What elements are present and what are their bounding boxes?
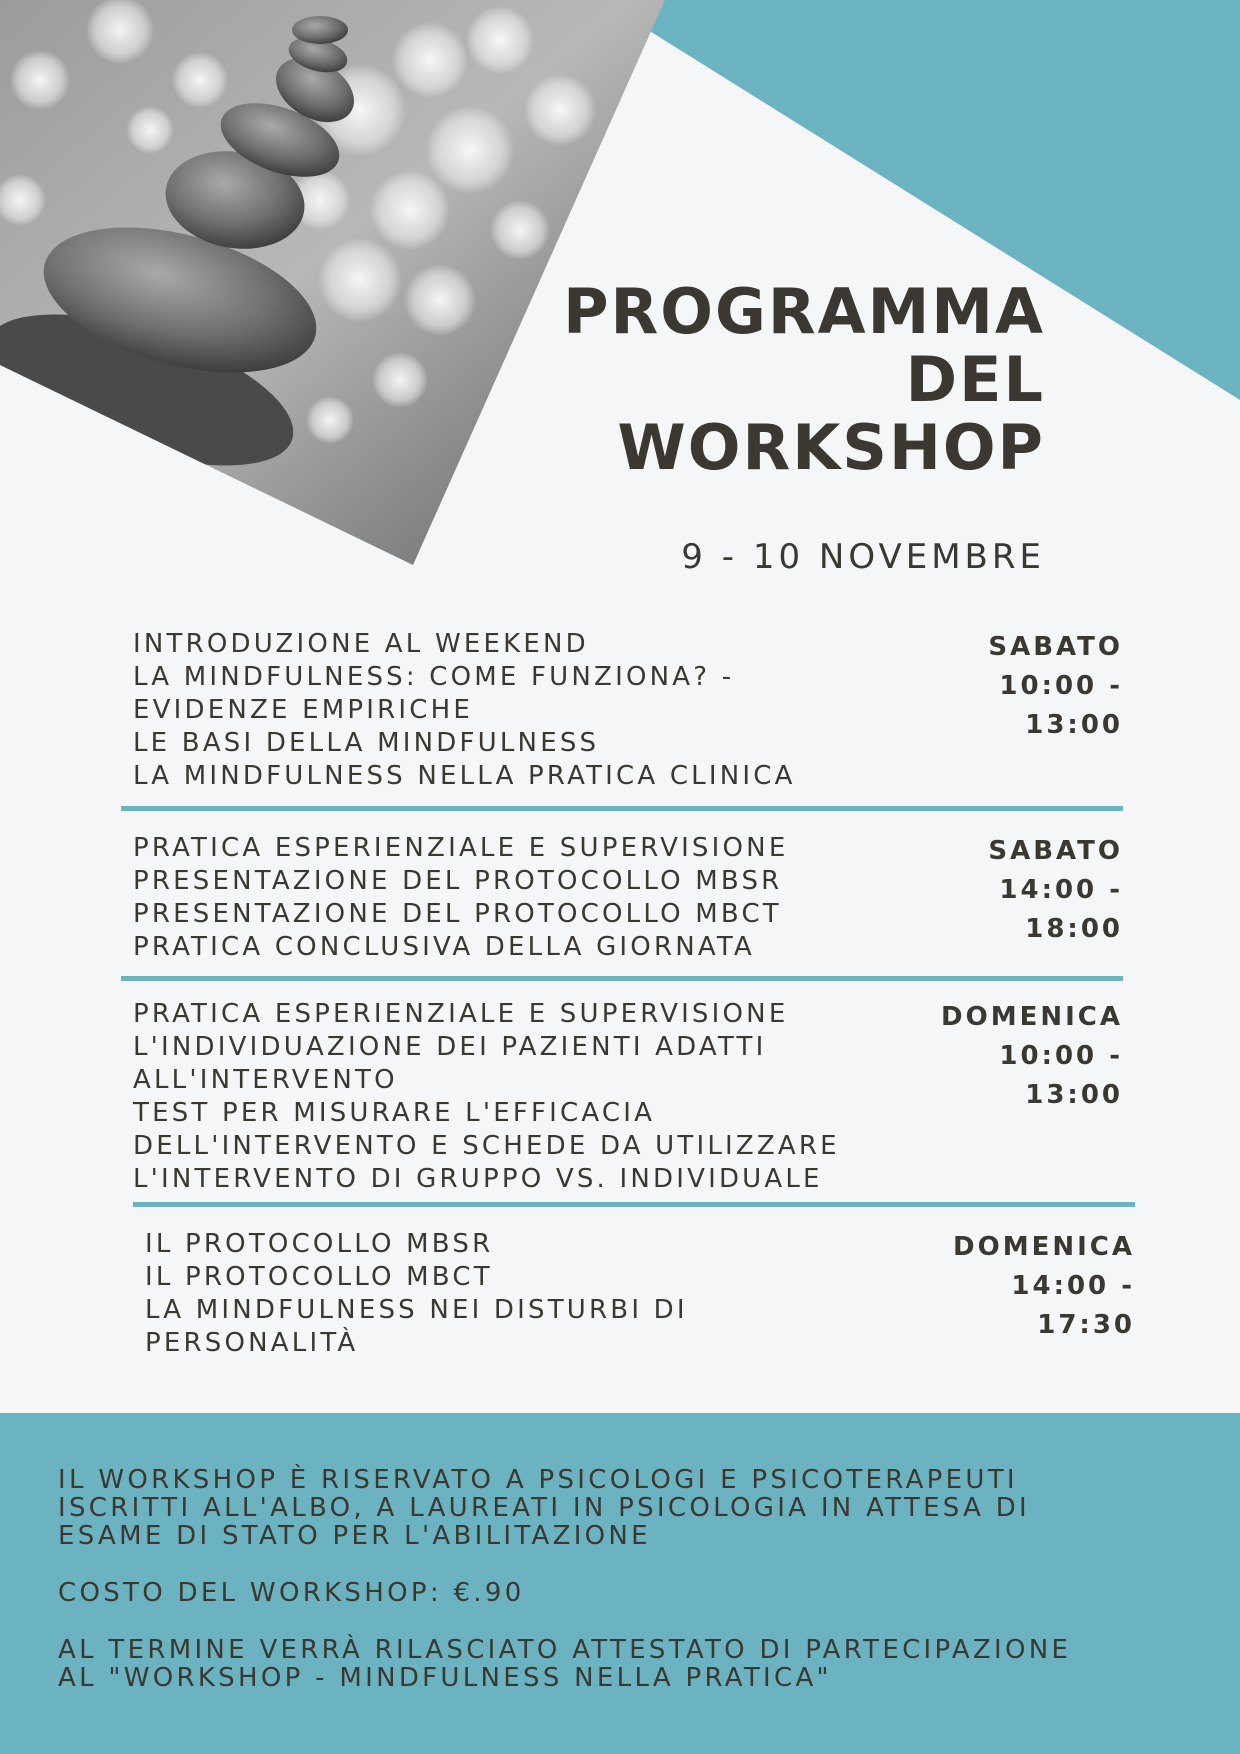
event-dates: 9 - 10 NOVEMBRE xyxy=(681,537,1045,577)
session-topic: TEST PER MISURARE L'EFFICACIA xyxy=(133,1098,656,1128)
session-divider xyxy=(133,1202,1135,1207)
title-line: PROGRAMMA xyxy=(563,275,1045,348)
session-topic: IL PROTOCOLLO MBCT xyxy=(145,1262,493,1292)
session-topic: LA MINDFULNESS: COME FUNZIONA? - xyxy=(133,662,735,692)
footer-line: IL WORKSHOP È RISERVATO A PSICOLOGI E PSICOTERAPEUTI xyxy=(58,1465,1018,1495)
session-topic: LA MINDFULNESS NEI DISTURBI DI xyxy=(145,1295,688,1325)
footer-certificate xyxy=(58,1636,1228,1692)
session-day: DOMENICA xyxy=(941,1002,1123,1032)
session-time-end: 13:00 xyxy=(1025,710,1123,740)
session-time-end: 18:00 xyxy=(1025,914,1123,944)
session-topic: L'INTERVENTO DI GRUPPO VS. INDIVIDUALE xyxy=(133,1164,823,1194)
session-topics xyxy=(133,998,840,1196)
session-day: SABATO xyxy=(988,632,1123,662)
session-schedule xyxy=(988,832,1123,949)
session-day: SABATO xyxy=(988,836,1123,866)
footer-line: AL TERMINE VERRÀ RILASCIATO ATTESTATO DI PARTECIPAZIONE xyxy=(58,1635,1072,1665)
session-topic: EVIDENZE EMPIRICHE xyxy=(133,695,473,725)
footer-eligibility xyxy=(58,1466,1228,1550)
session-schedule xyxy=(988,628,1123,745)
session-block xyxy=(133,998,1123,1198)
session-block xyxy=(133,832,1123,967)
session-topic: PRATICA ESPERIENZIALE E SUPERVISIONE xyxy=(133,833,789,863)
session-time-end: 17:30 xyxy=(1037,1310,1135,1340)
session-topic: LA MINDFULNESS NELLA PRATICA CLINICA xyxy=(133,761,796,791)
session-time-end: 13:00 xyxy=(1025,1080,1123,1110)
footer-line: ESAME DI STATO PER L'ABILITAZIONE xyxy=(58,1521,651,1551)
session-topic: LE BASI DELLA MINDFULNESS xyxy=(133,728,600,758)
session-time-start: 10:00 - xyxy=(999,671,1123,701)
session-topic: PERSONALITÀ xyxy=(145,1328,359,1358)
page-title xyxy=(563,275,1045,484)
session-topics xyxy=(145,1228,688,1360)
session-topic: IL PROTOCOLLO MBSR xyxy=(145,1229,494,1259)
session-block xyxy=(133,628,1123,798)
session-topic: INTRODUZIONE AL WEEKEND xyxy=(133,629,589,659)
session-time-start: 14:00 - xyxy=(999,875,1123,905)
session-day: DOMENICA xyxy=(953,1232,1135,1262)
title-line: DEL xyxy=(905,343,1045,416)
session-topic: ALL'INTERVENTO xyxy=(133,1065,398,1095)
session-topics xyxy=(133,628,796,793)
session-topic: L'INDIVIDUAZIONE DEI PAZIENTI ADATTI xyxy=(133,1032,767,1062)
session-topic: PRESENTAZIONE DEL PROTOCOLLO MBCT xyxy=(133,899,782,929)
session-schedule xyxy=(953,1228,1135,1345)
session-topics xyxy=(133,832,788,964)
session-divider xyxy=(121,806,1123,811)
session-topic: PRATICA CONCLUSIVA DELLA GIORNATA xyxy=(133,932,755,962)
cost-text: COSTO DEL WORKSHOP: €.90 xyxy=(58,1578,525,1608)
session-divider xyxy=(121,976,1123,981)
session-time-start: 14:00 - xyxy=(1011,1271,1135,1301)
title-line: WORKSHOP xyxy=(617,411,1045,484)
footer-line: AL "WORKSHOP - MINDFULNESS NELLA PRATICA" xyxy=(58,1663,832,1693)
session-block xyxy=(145,1228,1135,1368)
session-topic: PRATICA ESPERIENZIALE E SUPERVISIONE xyxy=(133,999,789,1029)
footer-cost xyxy=(58,1579,1228,1607)
session-topic: PRESENTAZIONE DEL PROTOCOLLO MBSR xyxy=(133,866,783,896)
session-time-start: 10:00 - xyxy=(999,1041,1123,1071)
session-topic: DELL'INTERVENTO E SCHEDE DA UTILIZZARE xyxy=(133,1131,840,1161)
footer-line: ISCRITTI ALL'ALBO, A LAUREATI IN PSICOLOGIA IN ATTESA DI xyxy=(58,1493,1031,1523)
session-schedule xyxy=(941,998,1123,1115)
